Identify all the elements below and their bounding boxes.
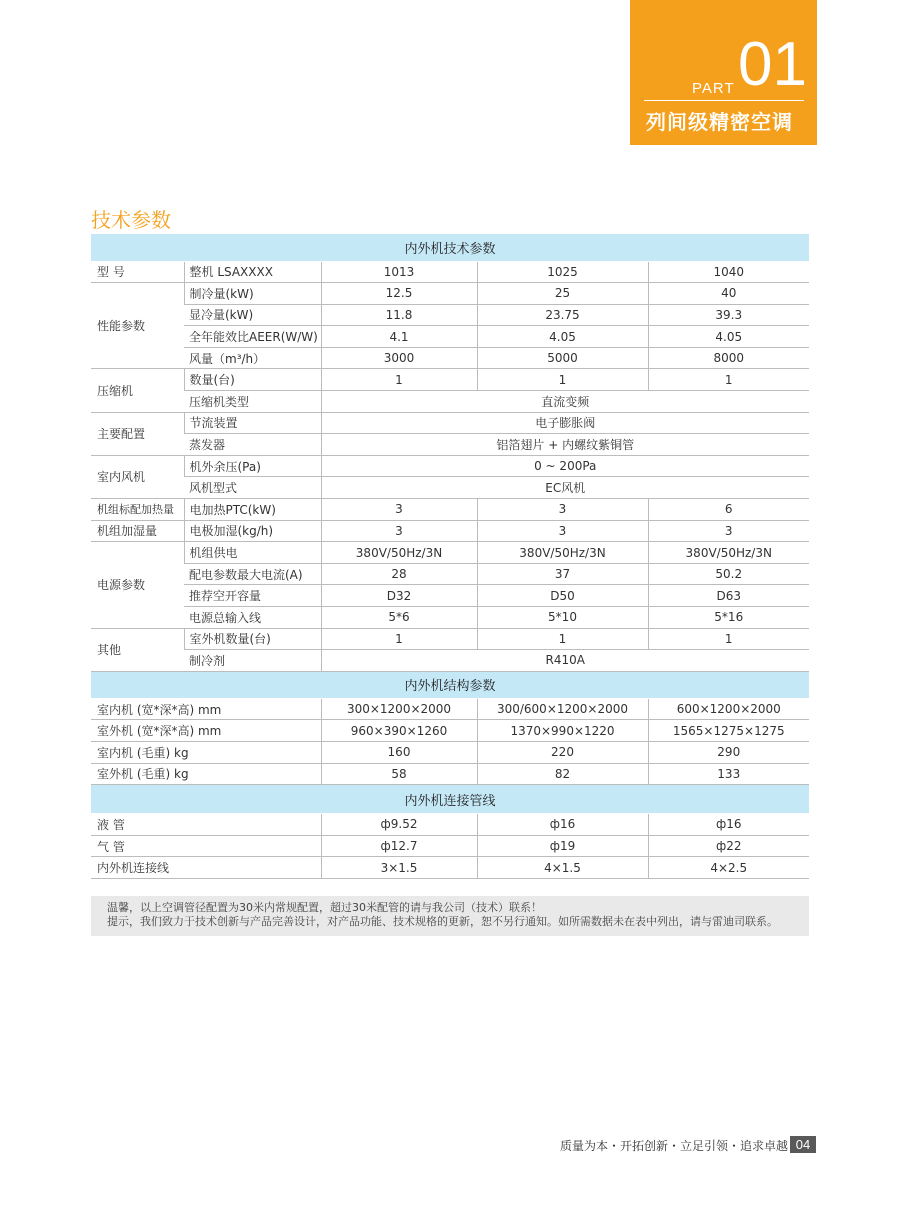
part-number: 01	[738, 30, 807, 99]
table-row: 室外机 (毛重) kg 58 82 133	[91, 763, 809, 785]
table-row: 压缩机类型 直流变频	[91, 391, 809, 413]
spec-table	[91, 234, 809, 879]
table-row: 其他 室外机数量(台) 1 1 1	[91, 628, 809, 650]
table-row: 室内风机 机外余压(Pa) 0 ~ 200Pa	[91, 455, 809, 477]
note-line-2: 提示，我们致力于技术创新与产品完善设计，对产品功能、技术规格的更新，恕不另行通知。如所需数据未在表中列出，请与雷迪司联系。	[107, 915, 778, 928]
part-title: 列间级精密空调	[646, 110, 793, 134]
table-row: 电源参数 机组供电 380V/50Hz/3N 380V/50Hz/3N 380V/50Hz/3N	[91, 542, 809, 564]
header-tech: 内外机技术参数	[91, 234, 809, 261]
table-row: 内外机连接线 3×1.5 4×1.5 4×2.5	[91, 857, 809, 879]
table-row: 室内机 (毛重) kg 160 220 290	[91, 741, 809, 763]
table-row: 机组标配加热量 电加热PTC(kW) 3 3 6	[91, 499, 809, 521]
header-pipe: 内外机连接管线	[91, 785, 809, 814]
table-row: 主要配置 节流装置 电子膨胀阀	[91, 412, 809, 434]
section-title: 技术参数	[91, 208, 171, 232]
table-row: 气 管 ф12.7 ф19 ф22	[91, 835, 809, 857]
table-row: 压缩机 数量(台) 1 1 1	[91, 369, 809, 391]
table-row: 机组加湿量 电极加湿(kg/h) 3 3 3	[91, 520, 809, 542]
part-label: PART	[692, 80, 735, 97]
table-row: 室内机 (宽*深*高) mm 300×1200×2000 300/600×1200×2000 600×1200×2000	[91, 698, 809, 720]
table-row: 室外机 (宽*深*高) mm 960×390×1260 1370×990×1220 1565×1275×1275	[91, 720, 809, 742]
table-row: 全年能效比AEER(W/W) 4.1 4.05 4.05	[91, 326, 809, 348]
table-row: 风量（m³/h） 3000 5000 8000	[91, 347, 809, 369]
table-row: 风机型式 EC风机	[91, 477, 809, 499]
table-row: 推荐空开容量 D32 D50 D63	[91, 585, 809, 607]
table-row: 液 管 ф9.52 ф16 ф16	[91, 814, 809, 836]
table-row: 显冷量(kW) 11.8 23.75 39.3	[91, 304, 809, 326]
table-row: 型 号 整机 LSAXXXX 1013 1025 1040	[91, 261, 809, 283]
table-row: 制冷剂 R410A	[91, 650, 809, 672]
table-row: 电源总输入线 5*6 5*10 5*16	[91, 607, 809, 629]
note-line-1: 温馨，以上空调管径配置为30米内常规配置，超过30米配管的请与我公司（技术）联系！	[107, 901, 542, 914]
notes-box	[91, 896, 809, 936]
banner-divider	[644, 100, 804, 101]
header-struct: 内外机结构参数	[91, 671, 809, 698]
table-row: 蒸发器 铝箔翅片 + 内螺纹紫铜管	[91, 434, 809, 456]
footer-slogan: 质量为本・开拓创新・立足引领・追求卓越	[560, 1139, 789, 1153]
page-number: 04	[790, 1136, 816, 1153]
part-banner	[630, 0, 817, 145]
table-row: 配电参数最大电流(A) 28 37 50.2	[91, 563, 809, 585]
table-row: 性能参数 制冷量(kW) 12.5 25 40	[91, 283, 809, 305]
